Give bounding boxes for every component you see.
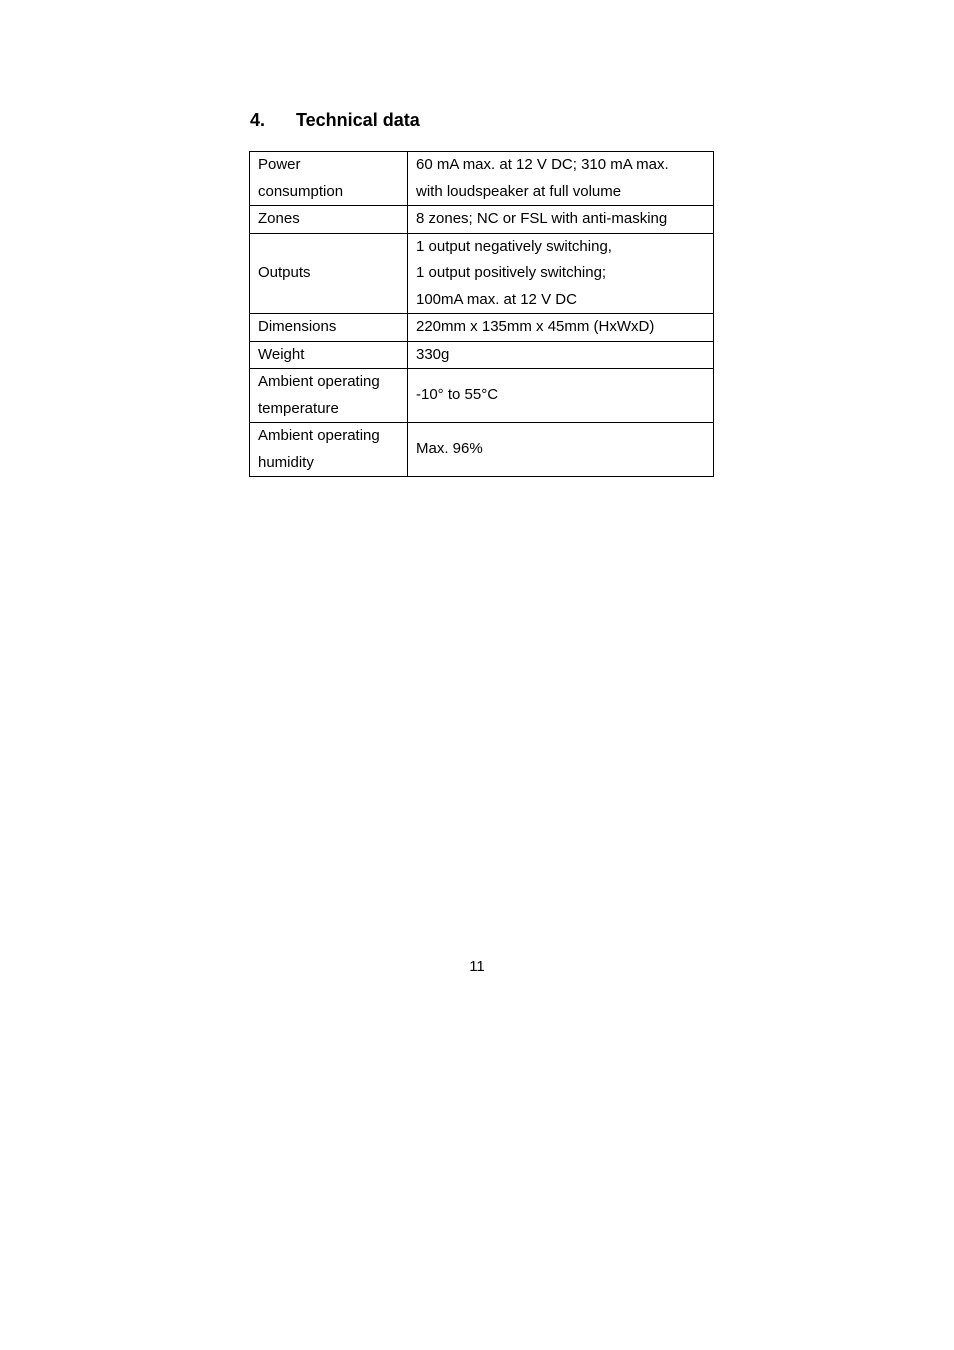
spec-value-line: 60 mA max. at 12 V DC; 310 mA max. [416,156,669,173]
spec-value-line: with loudspeaker at full volume [416,182,622,200]
spec-value [408,341,714,369]
spec-label-line: Ambient operating [258,373,380,390]
table-row [250,233,714,314]
section-heading [250,109,420,131]
spec-label-line: temperature [258,399,339,417]
spec-label [250,369,408,423]
spec-value-line: 1 output positively switching; [416,264,607,281]
spec-value [408,314,714,342]
spec-label-line: Ambient operating [258,427,380,444]
table-row [250,206,714,234]
spec-value [408,233,714,314]
spec-label-line: Dimensions [258,318,337,335]
spec-value [408,152,714,206]
spec-label-line: consumption [258,182,344,200]
spec-value-line: 1 output negatively switching, [416,237,612,255]
spec-label-line: Outputs [258,264,311,281]
table-row [250,314,714,342]
spec-label-line: Weight [258,345,305,363]
table-row [250,423,714,477]
spec-label [250,341,408,369]
spec-label-line: Zones [258,210,300,227]
spec-value-line: 8 zones; NC or FSL with anti-masking [416,210,668,227]
spec-label [250,206,408,234]
table-row [250,341,714,369]
section-title: Technical data [296,110,420,130]
section-number: 4. [250,110,266,130]
spec-label-line: Power [258,156,301,173]
page-number: 11 [469,958,485,975]
spec-value-line: -10° to 55°C [416,386,499,404]
spec-value-line: Max. 96% [416,440,483,458]
technical-data-table [249,151,714,477]
spec-value [408,423,714,477]
spec-label [250,314,408,342]
table-row [250,369,714,423]
spec-label [250,233,408,314]
spec-label-line: humidity [258,453,314,471]
spec-label [250,152,408,206]
spec-label [250,423,408,477]
table-row [250,152,714,206]
spec-value [408,206,714,234]
spec-value-line: 100mA max. at 12 V DC [416,290,577,308]
spec-value-line: 330g [416,345,450,363]
spec-value [408,369,714,423]
spec-value-line: 220mm x 135mm x 45mm (HxWxD) [416,318,655,335]
